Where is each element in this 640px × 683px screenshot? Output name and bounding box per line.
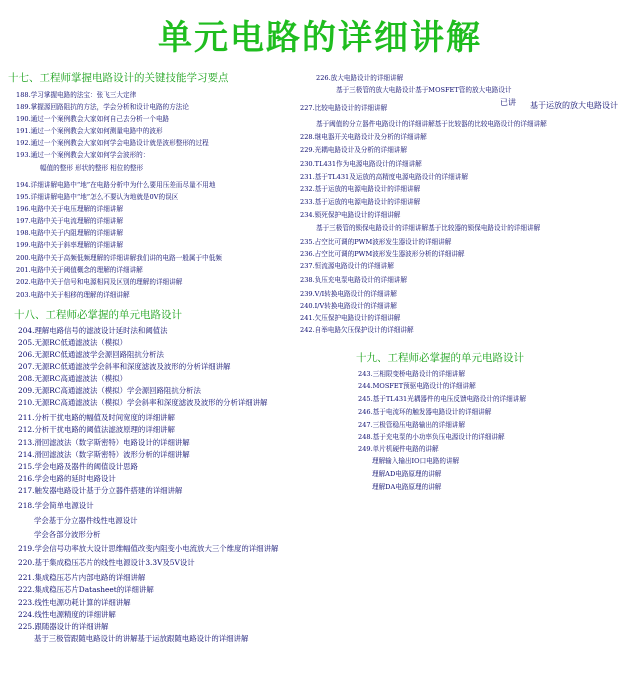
list-item: 193.通过一个案例教会大家如何学会波形的： [16, 151, 150, 159]
list-item: 213.滑回滤波法（数字斯密特）电路设计的详细讲解 [18, 438, 190, 447]
list-item: 206.无源RC低通滤波学会源回路阻抗分析法 [18, 350, 164, 359]
list-item: 200.电路中关于高频低频理解的详细讲解我们讲的电路一般属于中低频 [16, 254, 222, 262]
list-item: 基于阈值的分立器件电路设计的详细讲解基于比较器的比较电路设计的详细讲解 [316, 120, 547, 128]
list-item: 226.放大电路设计的详细讲解 [316, 74, 404, 82]
list-item: 207.无源RC低通滤波学会斜率和深度滤波及波形的分析详细讲解 [18, 362, 231, 371]
list-item: 249.单片机硬件电路的讲解 [358, 445, 439, 453]
list-item: 205.无源RC低通滤波法（模拟） [18, 338, 127, 347]
list-item: 212.分析干扰电路的阈值法滤波原理的详细讲解 [18, 425, 175, 434]
list-item: 246.基于电流环的触发器电路设计的详细讲解 [358, 408, 492, 416]
page-title: 单元电路的详细讲解 [158, 18, 482, 58]
list-item: 194.详细讲解电路中“地”在电路分析中为什么要用压差而尽量不用地 [16, 181, 216, 189]
list-item: 192.通过一个案例教会大家如何学会电路设计就是波形整形的过程 [16, 139, 209, 147]
list-item: 222.集成稳压芯片Datasheet的详细讲解 [18, 585, 154, 594]
section-heading-17: 十七、工程师掌握电路设计的关键技能学习要点 [8, 72, 229, 84]
list-item: 231.基于TL431及运放的高精度电源电路设计的详细讲解 [300, 173, 468, 181]
list-item: 188.学习掌握电路的法宝：张飞三大定律 [16, 91, 137, 99]
list-item: 理解DA电路原理的讲解 [372, 483, 442, 491]
list-item: 232.基于运放的电源电路设计的详细讲解 [300, 185, 421, 193]
list-item: 理解AD电路原理的讲解 [372, 470, 442, 478]
list-item: 235.占空比可调的PWM波形发生器设计的详细讲解 [300, 238, 452, 246]
list-item: 245.基于TL431光耦器件的电压反馈电路设计的详细讲解 [358, 395, 526, 403]
list-item: 229.光耦电路设计及分析的详细讲解 [300, 146, 407, 154]
list-item: 218.学会简单电源设计 [18, 501, 94, 510]
list-item: 247.三极管稳压电路输出的详细讲解 [358, 421, 465, 429]
list-item: 209.无源RC高通滤波法（模拟）学会源回路阻抗分析法 [18, 386, 201, 395]
list-item: 189.掌握源回路阻抗的方法，学会分析和设计电路的方法论 [16, 103, 189, 111]
section-heading-19: 十九、工程师必掌握的单元电路设计 [356, 352, 524, 364]
list-item: 203.电路中关于相移的理解的详细讲解 [16, 291, 130, 299]
list-item: 幅值的整形 形状的整形 相位的整形 [40, 164, 144, 172]
list-item: 244.MOSFET预驱电路设计的详细讲解 [358, 382, 476, 390]
list-item: 190.通过一个案例教会大家如何自己去分析一个电路 [16, 115, 170, 123]
list-item: 217.触发器电路设计基于分立器件搭建的详细讲解 [18, 486, 183, 495]
list-item: 208.无源RC高通滤波法（模拟） [18, 374, 127, 383]
list-item: 237.恒流源电路设计的详细讲解 [300, 262, 394, 270]
list-item: 214.滑回滤波法（数字斯密特）波形分析的详细讲解 [18, 450, 190, 459]
list-item: 学会基于分立器件线性电源设计 [34, 516, 138, 525]
list-item: 199.电路中关于斜率理解的详细讲解 [16, 241, 123, 249]
list-item: 240.I/V转换电路设计的详细讲解 [300, 302, 397, 310]
list-item: 201.电路中关于阈值概念的理解的详细讲解 [16, 266, 143, 274]
list-item: 195.详细讲解电路中“地”怎么不要认为地就是0V的误区 [16, 193, 179, 201]
list-item: 233.基于运放的电源电路设计的详细讲解 [300, 198, 421, 206]
list-item: 191.通过一个案例教会大家如何测量电路中的波形 [16, 127, 163, 135]
note-opamp-amplifier: 基于运放的放大电路设计 [530, 101, 618, 110]
list-item: 基于三极管跟随电路设计的讲解基于运放跟随电路设计的详细讲解 [34, 634, 249, 643]
list-item: 230.TL431作为电源电路设计的详细讲解 [300, 160, 422, 168]
list-item: 197.电路中关于电流理解的详细讲解 [16, 217, 123, 225]
note-already-covered: 已讲 [500, 98, 516, 107]
list-item: 196.电路中关于电压理解的详细讲解 [16, 205, 123, 213]
list-item: 227.比较电路设计的详细讲解 [300, 104, 388, 112]
list-item: 243.三相限变桥电路设计的详细讲解 [358, 370, 465, 378]
list-item: 211.分析干扰电路的幅值及时间宽度的详细讲解 [18, 413, 175, 422]
list-item: 248.基于充电泵的小功率负压电源设计的详细讲解 [358, 433, 505, 441]
list-item: 225.跟随器设计的详细讲解 [18, 622, 109, 631]
list-item: 236.占空比可调的PWM波形发生器波形分析的详细讲解 [300, 250, 465, 258]
list-item: 220.基于集成稳压芯片的线性电源设计3.3V及5V设计 [18, 558, 195, 567]
list-item: 216.学会电路的延时电路设计 [18, 474, 116, 483]
list-item: 242.自举电路欠压保护设计的详细讲解 [300, 326, 414, 334]
list-item: 204.理解电路信号的滤波设计延时法和阈值法 [18, 326, 168, 335]
list-item: 239.V/I转换电路设计的详细讲解 [300, 290, 397, 298]
list-item: 223.线性电源功耗计算的详细讲解 [18, 598, 131, 607]
section-heading-18: 十八、工程师必掌握的单元电路设计 [14, 309, 182, 321]
list-item: 241.欠压保护电路设计的详细讲解 [300, 314, 401, 322]
list-item: 202.电路中关于信号和电源相同及区别的理解的详细讲解 [16, 278, 183, 286]
list-item: 228.继电器开关电路设计及分析的详细讲解 [300, 133, 427, 141]
list-item: 238.负压充电泵电路设计的详细讲解 [300, 276, 407, 284]
list-item: 221.集成稳压芯片内部电路的详细讲解 [18, 573, 146, 582]
list-item: 219.学会信号功率放大设计思维幅值改变内阻变小电流放大三个维度的详细讲解 [18, 544, 279, 553]
list-item: 基于三极管的锁保电路设计的详细讲解基于比较器的锁保电路设计的详细讲解 [316, 224, 541, 232]
list-item: 215.学会电路及器件的阈值设计思路 [18, 462, 138, 471]
list-item: 224.线性电源精度的详细讲解 [18, 610, 116, 619]
list-item: 210.无源RC高通滤波法（模拟）学会斜率和深度滤波及波形的分析详细讲解 [18, 398, 268, 407]
list-item: 198.电路中关于内阻理解的详细讲解 [16, 229, 123, 237]
list-item: 234.锁死保护电路设计的详细讲解 [300, 211, 401, 219]
list-item: 基于三极管的放大电路设计基于MOSFET管的放大电路设计 [336, 86, 512, 94]
list-item: 理解输入输出IO口电路的讲解 [372, 457, 460, 465]
list-item: 学会各部分波形分析 [34, 530, 101, 539]
